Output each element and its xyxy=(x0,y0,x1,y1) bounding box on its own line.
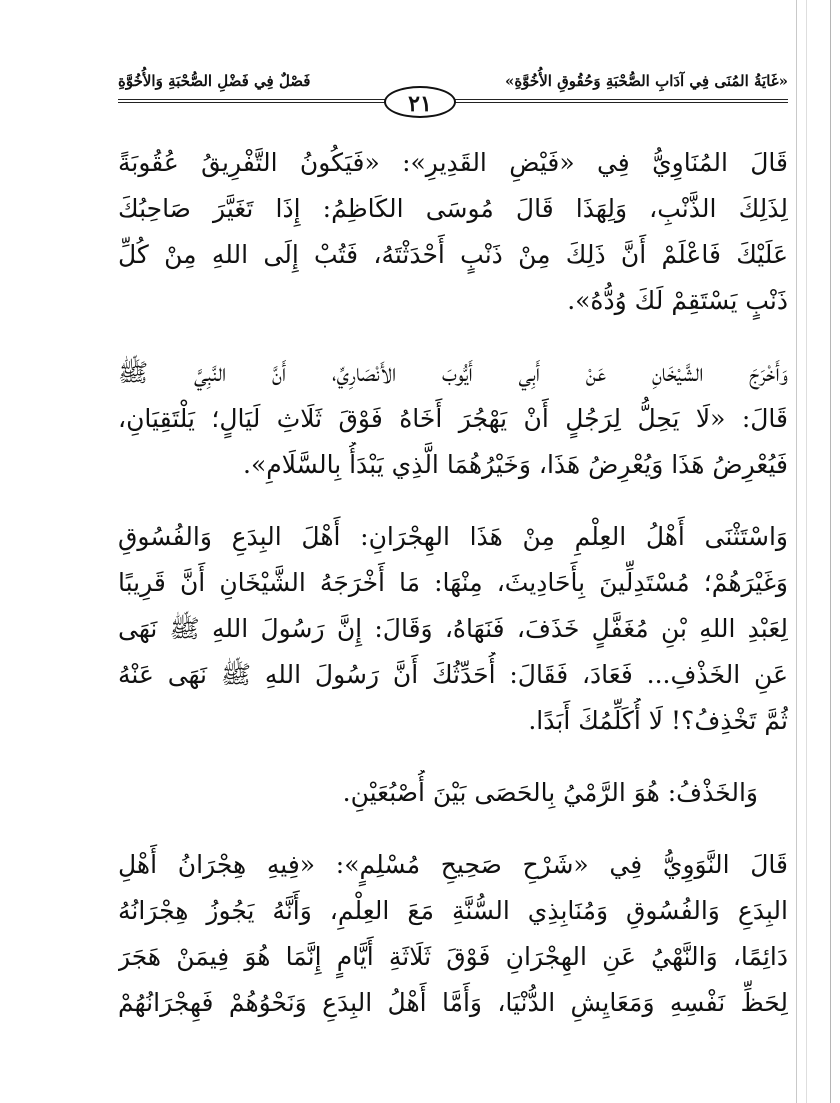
text-line: لِحَظِّ نَفْسِهِ وَمَعَايِشِ الدُّنْيَا، وَأَمَّا أَهْلُ البِدَعِ وَنَحْوُهُمْ فَهِجْرَانُهُمْ xyxy=(118,988,788,1017)
text-line: ذَنْبٍ يَسْتَقِمْ لَكَ وُدُّهُ». xyxy=(567,286,788,315)
page-edge-line xyxy=(830,0,831,1103)
text-line: لِعَبْدِ اللهِ بْنِ مُغَفَّلٍ خَذَفَ، فَنَهَاهُ، وَقَالَ: إِنَّ رَسُولَ اللهِ ﷺ نَهَى xyxy=(118,614,788,643)
text-line: وَاسْتَثْنَى أَهْلُ العِلْمِ مِنْ هَذَا الهِجْرَانِ: أَهْلَ البِدَعِ وَالفُسُوقِ xyxy=(118,522,788,551)
text-line: دَائِمًا، وَالنَّهْيُ عَنِ الهِجْرَانِ فَوْقَ ثَلَاثَةِ أَيَّامٍ إِنَّمَا هُوَ فِيمَنْ هَجَرَ xyxy=(118,942,788,971)
running-header xyxy=(118,68,788,98)
text-line: البِدَعِ وَالفُسُوقِ وَمُنَابِذِي السُّنَّةِ مَعَ العِلْمِ، وَأَنَّهُ يَجُوزُ هِجْرَانُهُ xyxy=(118,896,788,925)
text-line: ثُمَّ تَخْذِفُ؟! لَا أُكَلِّمُكَ أَبَدًا. xyxy=(528,706,788,735)
text-line: وَأَخْرَجَ الشَّيْخَانِ عَنْ أَبِي أَيُّوبَ الأَنْصَارِيِّ، أَنَّ النَّبِيَّ ﷺ xyxy=(118,358,788,387)
page-edge-line xyxy=(806,0,807,1103)
text-line: وَغَيْرَهُمْ؛ مُسْتَدِلِّينَ بِأَحَادِيثَ، مِنْهَا: مَا أَخْرَجَهُ الشَّيْخَانِ أَنَّ قَرِيبًا xyxy=(118,568,788,597)
paragraph xyxy=(118,140,788,324)
page-edge-line xyxy=(796,0,797,1103)
paragraph xyxy=(118,514,788,744)
text-line: عَلَيْكَ فَاعْلَمْ أَنَّ ذَلِكَ مِنْ ذَنْبٍ أَحْدَثْتَهُ، فَتُبْ إِلَى اللهِ مِنْ كُلِّ xyxy=(118,240,788,269)
chapter-title: فَصْلٌ فِي فَضْلِ الصُّحْبَةِ وَالأُخُوَّةِ xyxy=(118,72,311,90)
text-line: فَيُعْرِضُ هَذَا وَيُعْرِضُ هَذَا، وَخَيْرُهُمَا الَّذِي يَبْدَأُ بِالسَّلَامِ». xyxy=(243,450,788,479)
text-line: لِذَلِكَ الذَّنْبِ، وَلِهَذَا قَالَ مُوسَى الكَاظِمُ: إِذَا تَغَيَّرَ صَاحِبُكَ xyxy=(118,194,788,223)
page-number: ٢١ xyxy=(384,86,456,118)
paragraph xyxy=(118,842,788,1026)
text-line: قَالَ المُنَاوِيُّ فِي «فَيْضِ القَدِيرِ»: «فَيَكُونُ التَّفْرِيقُ عُقُوبَةً xyxy=(118,148,788,177)
paragraph xyxy=(118,350,788,488)
page-body xyxy=(118,140,788,1052)
text-line: قَالَ النَّوَوِيُّ فِي «شَرْحِ صَحِيحِ مُسْلِمٍ»: «فِيهِ هِجْرَانُ أَهْلِ xyxy=(118,850,788,879)
paragraph xyxy=(118,770,788,816)
text-line: عَنِ الخَذْفِ... فَعَادَ، فَقَالَ: أُحَدِّثُكَ أَنَّ رَسُولَ اللهِ ﷺ نَهَى عَنْهُ xyxy=(118,660,788,689)
book-title: «غَايَةُ المُنَى فِي آدَابِ الصُّحْبَةِ وَحُقُوقِ الأُخُوَّةِ» xyxy=(504,72,788,90)
text-line: قَالَ: «لَا يَحِلُّ لِرَجُلٍ أَنْ يَهْجُرَ أَخَاهُ فَوْقَ ثَلَاثِ لَيَالٍ؛ يَلْتَقِيَانِ، xyxy=(118,404,788,433)
text-line: وَالخَذْفُ: هُوَ الرَّمْيُ بِالحَصَى بَيْنَ أُصْبُعَيْنِ. xyxy=(342,778,758,807)
